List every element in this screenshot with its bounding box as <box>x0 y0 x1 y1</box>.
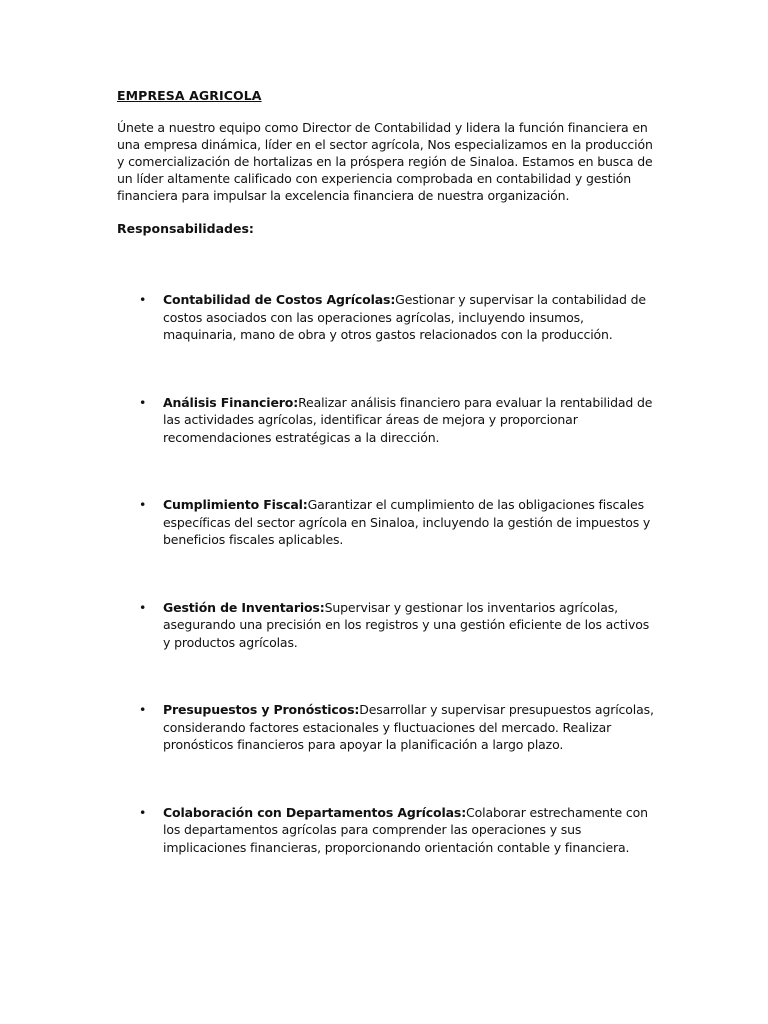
item-title: Cumplimiento Fiscal: <box>163 497 308 512</box>
responsibilities-list <box>117 291 657 906</box>
item-text: Gestionar y supervisar la contabilidad de costos asociados con las operaciones agrícolas, incluyendo insumos, maquinaria, mano de obra y otros gastos relacionados con la producción. <box>163 292 646 342</box>
item-title: Gestión de Inventarios: <box>163 599 325 615</box>
intro-paragraph: Únete a nuestro equipo como Director de Contabilidad y lidera la función financiera en una empresa dinámica, líder en el sector agrícola, Nos especializamos en la producción y comercialización de hortalizas en la próspera región de Sinaloa. Estamos en busca de un líder altamente calificado con experiencia comprobada en contabilidad y gestión financiera para impulsar la excelencia financiera de nuestra organización. <box>117 120 653 203</box>
item-title: Análisis Financiero: <box>163 394 299 410</box>
list-item <box>117 291 657 344</box>
list-item <box>117 496 657 549</box>
document-title: EMPRESA AGRICOLA <box>117 88 262 103</box>
item-text: Garantizar el cumplimiento de las obligaciones fiscales específicas del sector agrícola en Sinaloa, incluyendo la gestión de impuestos y beneficios fiscales aplicables. <box>163 497 651 547</box>
item-text: Colaborar estrechamente con los departamentos agrícolas para comprender las operaciones y sus implicaciones financieras, proporcionando orientación contable y financiera. <box>163 804 648 855</box>
item-title: Contabilidad de Costos Agrícolas: <box>163 292 396 307</box>
responsibilities-heading: Responsabilidades: <box>117 221 254 236</box>
bullet-icon: • <box>139 292 147 307</box>
bullet-icon: • <box>139 599 147 615</box>
item-text: Desarrollar y supervisar presupuestos agrícolas, considerando factores estacionales y fluctuaciones del mercado. Realizar pronósticos financieros para apoyar la planificación a largo plazo. <box>163 702 654 752</box>
item-text: Supervisar y gestionar los inventarios agrícolas, asegurando una precisión en los registros y una gestión eficiente de los activos y productos agrícolas. <box>163 599 650 650</box>
list-item <box>117 701 657 754</box>
bullet-icon: • <box>139 394 147 410</box>
list-item <box>117 394 657 447</box>
bullet-icon: • <box>139 497 147 512</box>
bullet-icon: • <box>139 804 147 820</box>
document-content <box>117 87 657 855</box>
item-title: Presupuestos y Pronósticos: <box>163 702 360 717</box>
item-text: Realizar análisis financiero para evaluar la rentabilidad de las actividades agrícolas, identificar áreas de mejora y proporcionar recomendaciones estratégicas a la dirección. <box>163 394 653 445</box>
list-item <box>117 804 657 857</box>
list-item <box>117 599 657 652</box>
item-title: Colaboración con Departamentos Agrícolas: <box>163 804 467 820</box>
bullet-icon: • <box>139 702 147 717</box>
